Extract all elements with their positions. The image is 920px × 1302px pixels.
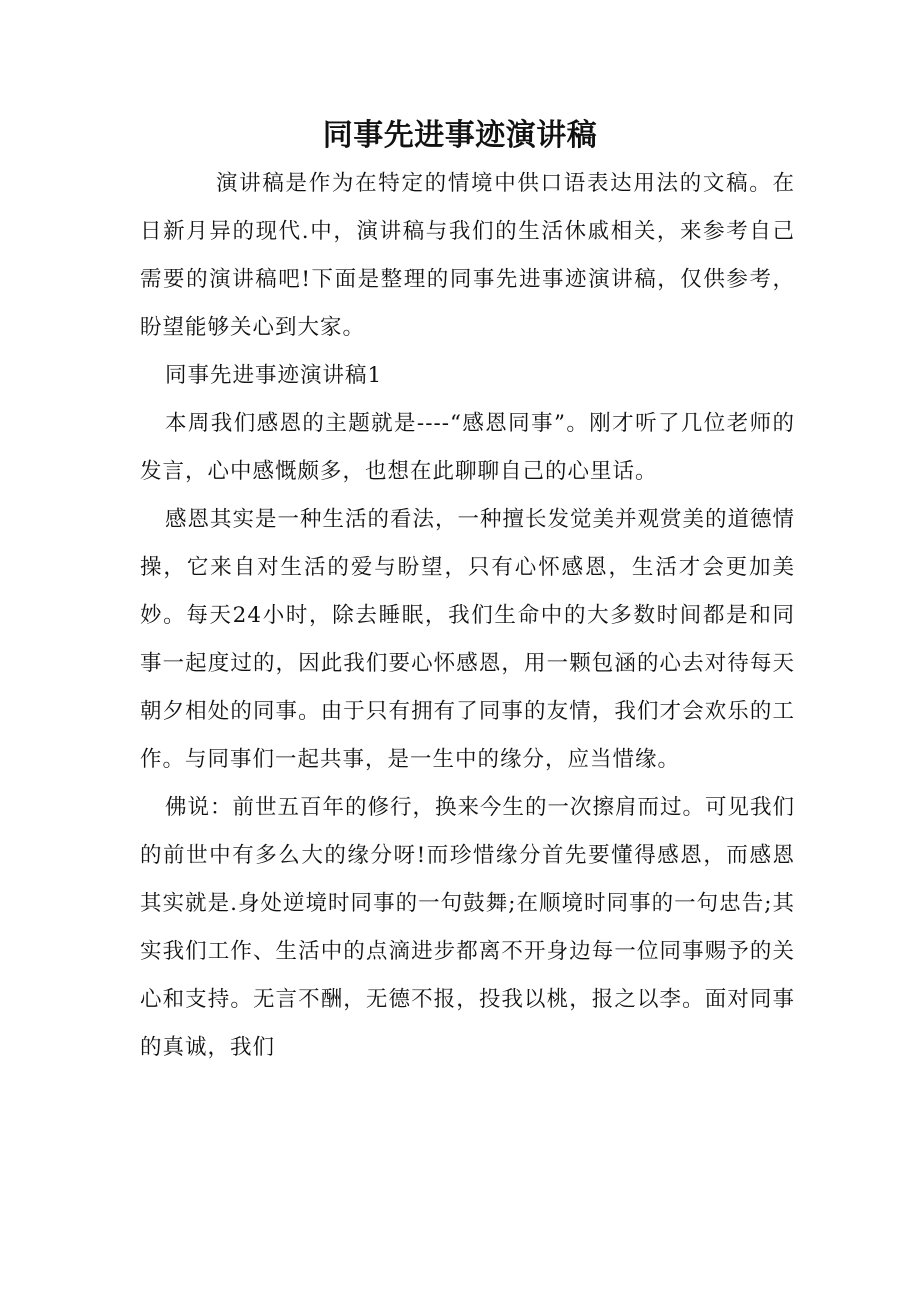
body-paragraph: 感恩其实是一种生活的看法，一种擅长发觉美并观赏美的道德情操，它来自对生活的爱与盼望，只有心怀感恩，生活才会更加美妙。每天24小时，除去睡眠，我们生命中的大多数时间都是和同事一起度过的，因此我们要心怀感恩，用一颗包涵的心去对待每天朝夕相处的同事。由于只有拥有了同事的友情，我们才会欢乐的工作。与同事们一起共事，是一生中的缘分，应当惜缘。 [140, 507, 796, 772]
section-heading: 同事先进事迹演讲稿1 [165, 363, 383, 388]
document-body [140, 160, 795, 1072]
body-paragraph: 佛说：前世五百年的修行，换来今生的一次擦肩而过。可见我们的前世中有多么大的缘分呀!而珍惜缘分首先要懂得感恩，而感恩其实就是.身处逆境时同事的一句鼓舞;在顺境时同事的一句忠告;其实我们工作、生活中的点滴进步都离不开身边每一位同事赐予的关心和支持。无言不酬，无德不报，投我以桃，报之以李。面对同事的真诚，我们 [140, 795, 796, 1060]
intro-paragraph: 演讲稿是作为在特定的情境中供口语表达用法的文稿。在日新月异的现代.中，演讲稿与我们的生活休戚相关，来参考自己需要的演讲稿吧!下面是整理的同事先进事迹演讲稿，仅供参考，盼望能够关心到大家。 [140, 171, 795, 340]
body-paragraph: 本周我们感恩的主题就是----“感恩同事”。刚才听了几位老师的发言，心中感慨颇多，也想在此聊聊自己的心里话。 [140, 411, 795, 484]
document-title: 同事先进事迹演讲稿 [322, 118, 598, 153]
